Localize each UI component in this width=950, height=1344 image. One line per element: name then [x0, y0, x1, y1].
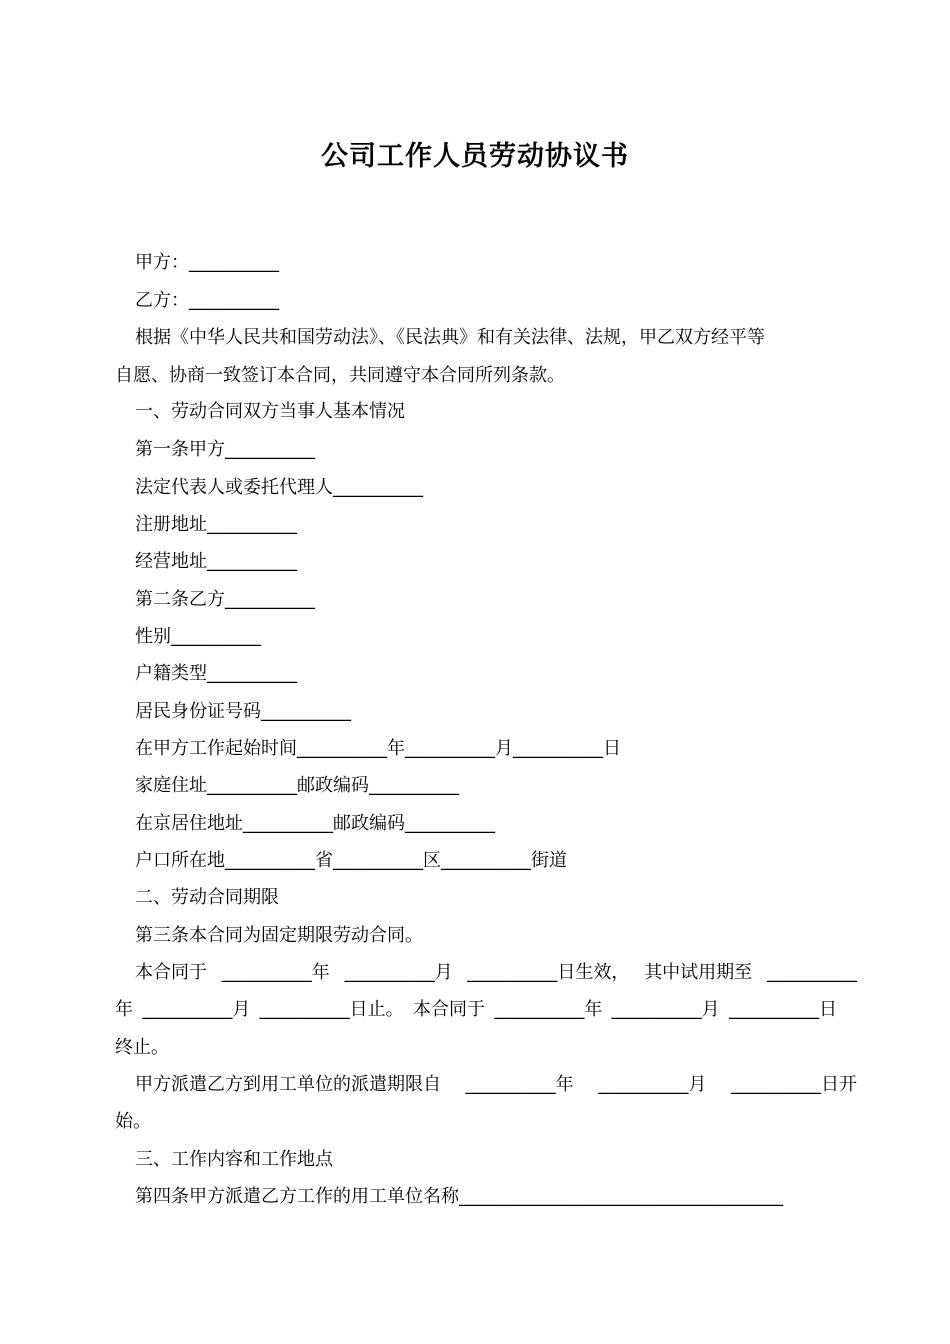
intro-paragraph-line-2: 自愿、协商一致签订本合同，共同遵守本合同所列条款。: [115, 365, 565, 386]
term-segment: __________年: [221, 962, 330, 983]
dispatch-period-line-2: 始。: [115, 1111, 151, 1132]
section-heading-2: 二、劳动合同期限: [135, 887, 279, 908]
party-a-line: 甲方：__________: [135, 252, 279, 273]
term-segment: 本合同于: [135, 962, 207, 983]
contract-term-line-2: [115, 999, 837, 1021]
term-segment: __________年: [494, 999, 603, 1020]
dispatch-segment: 甲方派遣乙方到用工单位的派遣期限自: [135, 1074, 441, 1095]
beijing-address-line: 在京居住地址__________邮政编码__________: [135, 813, 495, 834]
article-4-line: 第四条甲方派遣乙方工作的用工单位名称____________________________________: [135, 1186, 783, 1207]
legal-representative-line: 法定代表人或委托代理人__________: [135, 477, 423, 498]
business-address-line: 经营地址__________: [135, 551, 297, 572]
term-segment: __________日止。: [259, 999, 404, 1020]
home-address-line: 家庭住址__________邮政编码__________: [135, 775, 459, 796]
dispatch-period-line-1: [115, 1074, 857, 1096]
article-2-line: 第二条乙方__________: [135, 589, 315, 610]
contract-term-line-3: 终止。: [115, 1037, 169, 1058]
term-segment: 年: [115, 999, 133, 1020]
party-b-line: 乙方：__________: [135, 290, 279, 311]
article-3-line: 第三条本合同为固定期限劳动合同。: [135, 925, 423, 946]
intro-paragraph-line-1: 根据《中华人民共和国劳动法》、《民法典》和有关法律、法规，甲乙双方经平等: [135, 327, 765, 348]
start-time-line: 在甲方工作起始时间__________年__________月__________日: [135, 738, 621, 759]
term-segment: __________日: [728, 999, 837, 1020]
hukou-type-line: 户籍类型__________: [135, 663, 297, 684]
contract-term-line-1: [115, 962, 857, 984]
term-segment: __________月: [611, 999, 720, 1020]
document-title: 公司工作人员劳动协议书: [321, 141, 629, 172]
term-segment: 本合同于: [412, 999, 485, 1020]
hukou-location-line: 户口所在地__________省__________区__________街道: [135, 850, 567, 871]
section-heading-3: 三、工作内容和工作地点: [135, 1149, 333, 1170]
article-1-line: 第一条甲方__________: [135, 439, 315, 460]
dispatch-segment: __________年: [465, 1074, 574, 1095]
gender-line: 性别__________: [135, 626, 261, 647]
section-heading-1: 一、劳动合同双方当事人基本情况: [135, 401, 405, 422]
term-segment: __________月: [142, 999, 251, 1020]
registered-address-line: 注册地址__________: [135, 514, 297, 535]
term-segment: __________月: [344, 962, 453, 983]
dispatch-segment: __________日开: [730, 1074, 857, 1095]
term-segment: 其中试用期至: [644, 962, 753, 983]
term-segment: __________: [766, 962, 857, 983]
dispatch-segment: __________月: [598, 1074, 707, 1095]
term-segment: __________日生效，: [467, 962, 630, 983]
id-number-line: 居民身份证号码__________: [135, 701, 351, 722]
